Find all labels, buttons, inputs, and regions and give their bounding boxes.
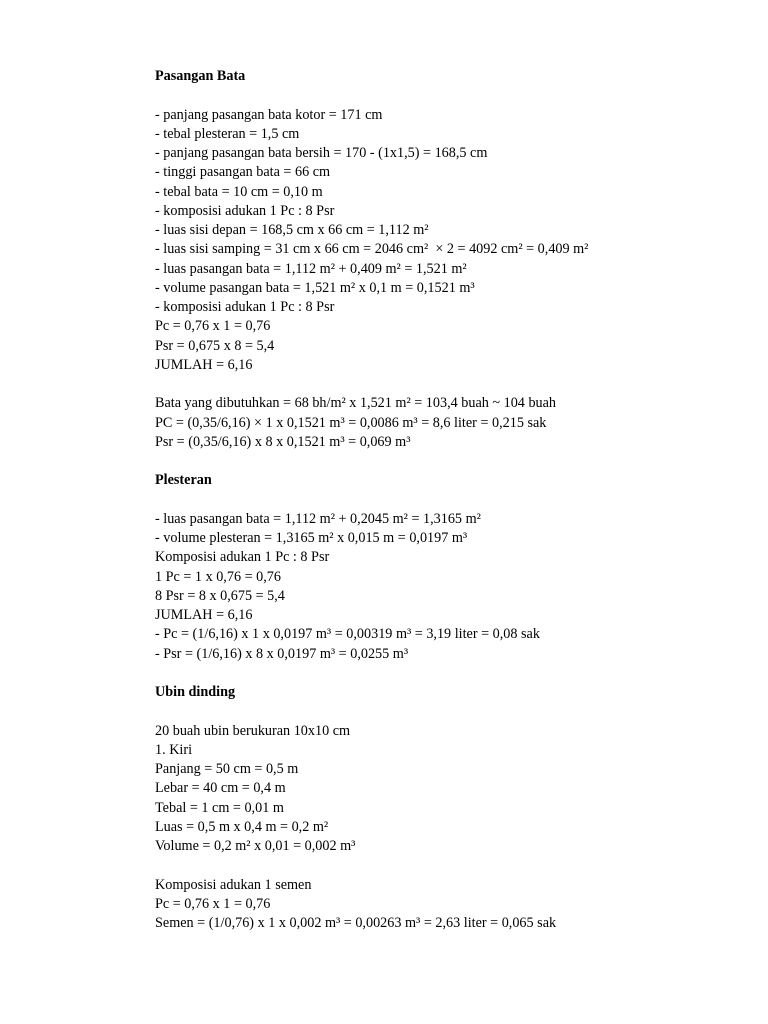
document-page [155, 67, 755, 933]
text-line: Komposisi adukan 1 semen [155, 876, 312, 893]
text-line: Komposisi adukan 1 Pc : 8 Psr [155, 549, 330, 566]
text-line: 8 Psr = 8 x 0,675 = 5,4 [155, 587, 285, 604]
text-line: - panjang pasangan bata bersih = 170 - (1x1,5) = 168,5 cm [155, 145, 488, 161]
text-block [155, 510, 755, 664]
text-block [155, 106, 755, 376]
text-line: Pc = 0,76 x 1 = 0,76 [155, 895, 271, 912]
text-block [155, 394, 755, 452]
text-line: Lebar = 40 cm = 0,4 m [155, 780, 286, 797]
text-line: 1 Pc = 1 x 0,76 = 0,76 [155, 568, 281, 585]
text-line: - panjang pasangan bata kotor = 171 cm [155, 106, 383, 123]
text-line: Panjang = 50 cm = 0,5 m [155, 761, 299, 777]
text-line: 20 buah ubin berukuran 10x10 cm [155, 722, 351, 739]
text-line: PC = (0,35/6,16) × 1 x 0,1521 m³ = 0,0086 m³ = 8,6 liter = 0,215 sak [155, 414, 547, 431]
blank-line [155, 664, 755, 683]
section-pasangan-bata [155, 67, 755, 471]
blank-line [155, 375, 755, 394]
text-line: Psr = (0,35/6,16) x 8 x 0,1521 m³ = 0,069 m³ [155, 433, 411, 450]
text-line: 1. Kiri [155, 741, 193, 758]
text-line: - volume plesteran = 1,3165 m² x 0,015 m = 0,0197 m³ [155, 530, 468, 546]
blank-line [155, 702, 755, 721]
text-line: Luas = 0,5 m x 0,4 m = 0,2 m² [155, 818, 329, 835]
blank-line [155, 491, 755, 510]
text-line: - Psr = (1/6,16) x 8 x 0,0197 m³ = 0,0255 m³ [155, 645, 409, 662]
text-line: Tebal = 1 cm = 0,01 m [155, 799, 284, 816]
text-line: - tebal bata = 10 cm = 0,10 m [155, 183, 323, 200]
text-line: Pc = 0,76 x 1 = 0,76 [155, 318, 271, 335]
text-line: JUMLAH = 6,16 [155, 607, 253, 623]
text-line: - luas sisi depan = 168,5 cm x 66 cm = 1,112 m² [155, 222, 429, 238]
text-line: - luas pasangan bata = 1,112 m² + 0,2045 m² = 1,3165 m² [155, 510, 481, 527]
text-line: Psr = 0,675 x 8 = 5,4 [155, 337, 275, 354]
section-heading: Plesteran [155, 472, 212, 489]
text-line: Semen = (1/0,76) x 1 x 0,002 m³ = 0,00263 m³ = 2,63 liter = 0,065 sak [155, 915, 557, 931]
blank-line [155, 86, 755, 105]
text-line: - tinggi pasangan bata = 66 cm [155, 164, 331, 181]
text-line: Volume = 0,2 m² x 0,01 = 0,002 m³ [155, 838, 356, 854]
text-line: - volume pasangan bata = 1,521 m² x 0,1 m = 0,1521 m³ [155, 279, 475, 296]
blank-line [155, 452, 755, 471]
section-heading: Pasangan Bata [155, 68, 246, 84]
blank-line [155, 856, 755, 875]
text-line: - komposisi adukan 1 Pc : 8 Psr [155, 202, 335, 219]
text-block [155, 722, 755, 857]
text-line: JUMLAH = 6,16 [155, 356, 253, 373]
text-line: - tebal plesteran = 1,5 cm [155, 125, 300, 142]
section-heading: Ubin dinding [155, 684, 236, 700]
text-line: - luas sisi samping = 31 cm x 66 cm = 2046 cm² × 2 = 4092 cm² = 0,409 m² [155, 241, 589, 258]
text-line: - luas pasangan bata = 1,112 m² + 0,409 m² = 1,521 m² [155, 260, 467, 277]
text-line: - komposisi adukan 1 Pc : 8 Psr [155, 299, 335, 315]
text-line: - Pc = (1/6,16) x 1 x 0,0197 m³ = 0,00319 m³ = 3,19 liter = 0,08 sak [155, 626, 540, 643]
section-plesteran [155, 471, 755, 683]
text-block [155, 876, 755, 934]
section-ubin-dinding [155, 683, 755, 933]
text-line: Bata yang dibutuhkan = 68 bh/m² x 1,521 m² = 103,4 buah ~ 104 buah [155, 395, 557, 412]
